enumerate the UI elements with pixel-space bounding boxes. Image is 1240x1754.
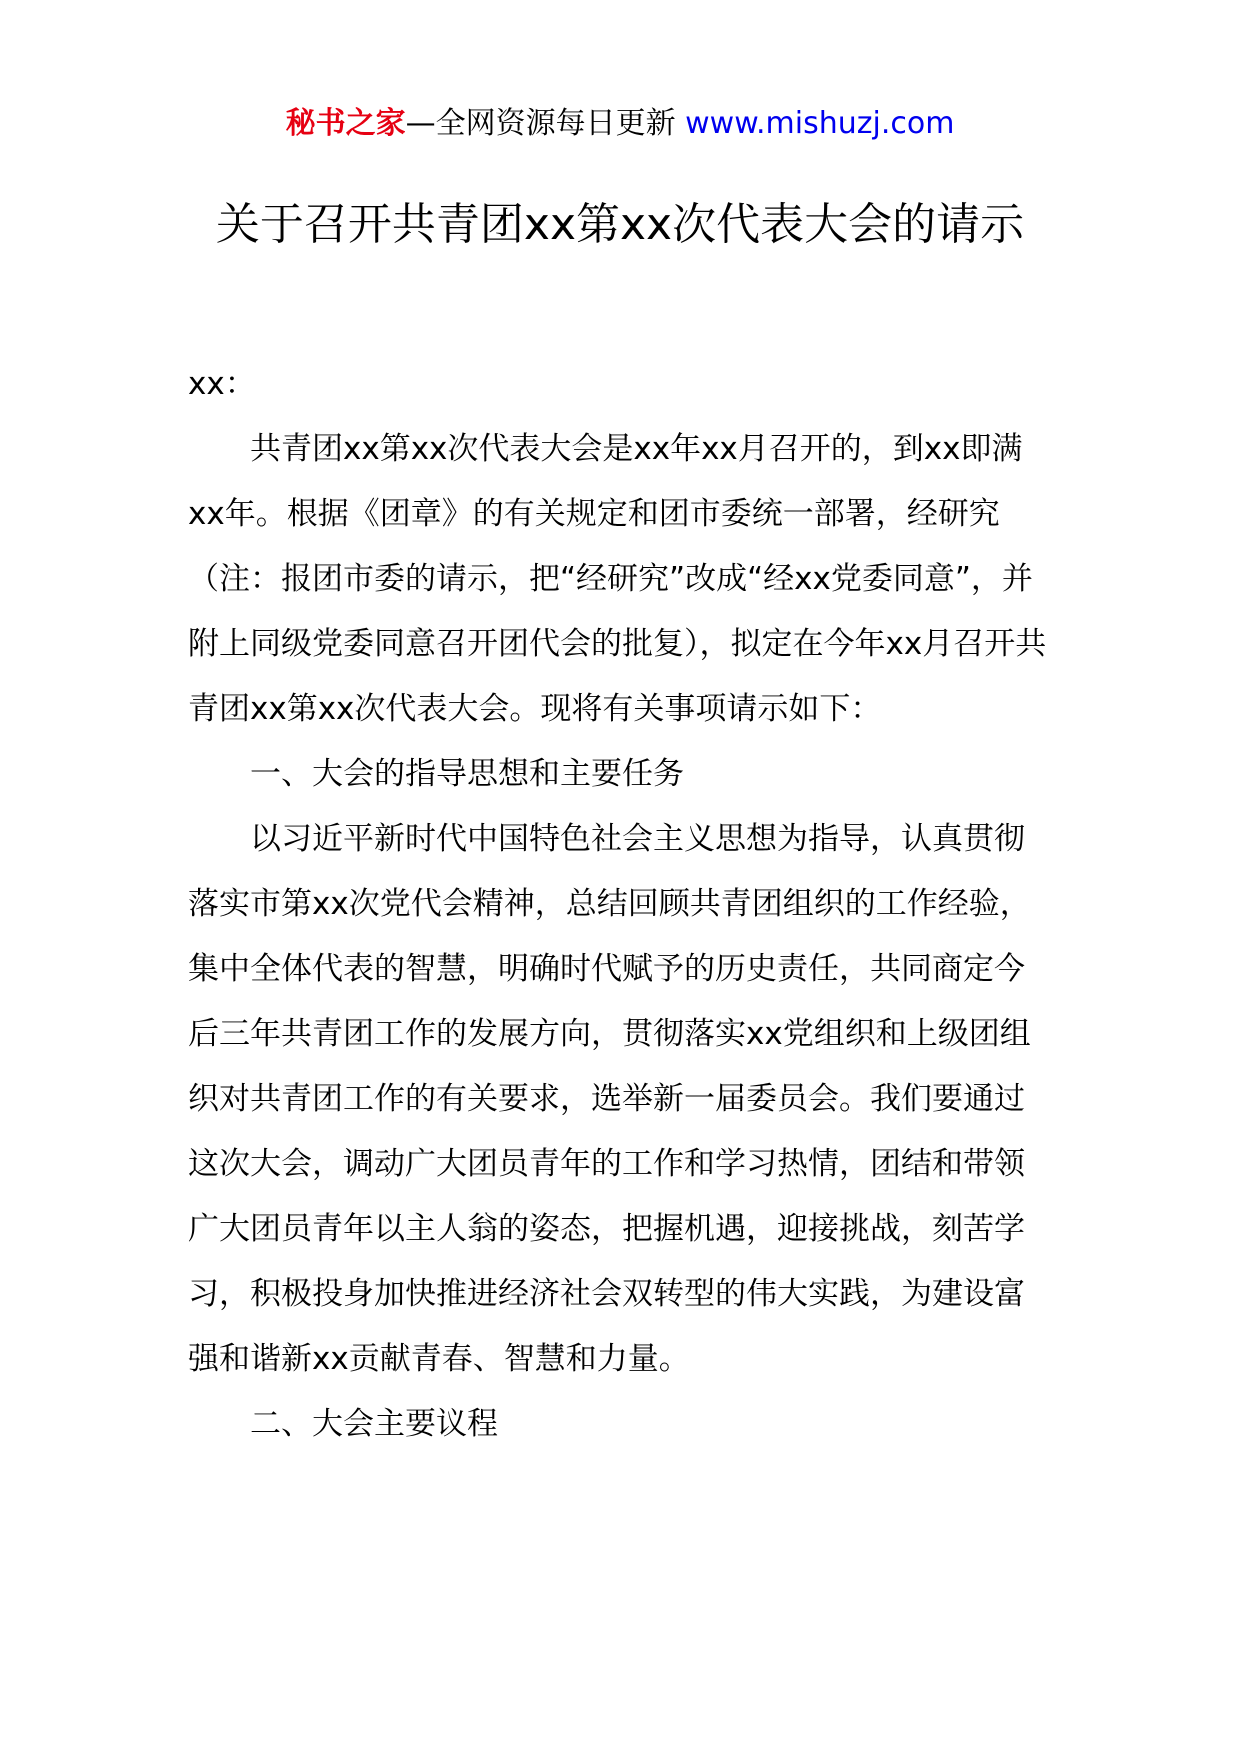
paragraph-guidance: 以习近平新时代中国特色社会主义思想为指导，认真贯彻落实市第xx次党代会精神，总结回顾共青团组织的工作经验，集中全体代表的智慧，明确时代赋予的历史责任，共同商定今后三年共青团工作的发展方向，贯彻落实xx党组织和上级团组织对共青团工作的有关要求，选举新一届委员会。我们要通过这次大会，调动广大团员青年的工作和学习热情，团结和带领广大团员青年以主人翁的姿态，把握机遇，迎接挑战，刻苦学习，积极投身加快推进经济社会双转型的伟大实践，为建设富强和谐新xx贡献青春、智慧和力量。 bbox=[188, 821, 1031, 1377]
site-header bbox=[0, 100, 1240, 148]
site-tagline: —全网资源每日更新 bbox=[405, 106, 686, 141]
salutation: xx： bbox=[188, 366, 256, 402]
document-title: 关于召开共青团xx第xx次代表大会的请示 bbox=[215, 199, 1025, 250]
site-url-link[interactable]: www.mishuzj.com bbox=[685, 106, 955, 141]
paragraph-intro: 共青团xx第xx次代表大会是xx年xx月召开的，到xx即满xx年。根据《团章》的有关规定和团市委统一部署，经研究（注：报团市委的请示，把“经研究”改成“经xx党委同意”，并附上同级党委同意召开团代会的批复），拟定在今年xx月召开共青团xx第xx次代表大会。现将有关事项请示如下： bbox=[188, 431, 1047, 727]
site-brand: 秘书之家 bbox=[285, 106, 406, 141]
section-heading-1: 一、大会的指导思想和主要任务 bbox=[250, 756, 684, 792]
section-heading-2: 二、大会主要议程 bbox=[250, 1406, 498, 1442]
document-body bbox=[188, 352, 1054, 1457]
